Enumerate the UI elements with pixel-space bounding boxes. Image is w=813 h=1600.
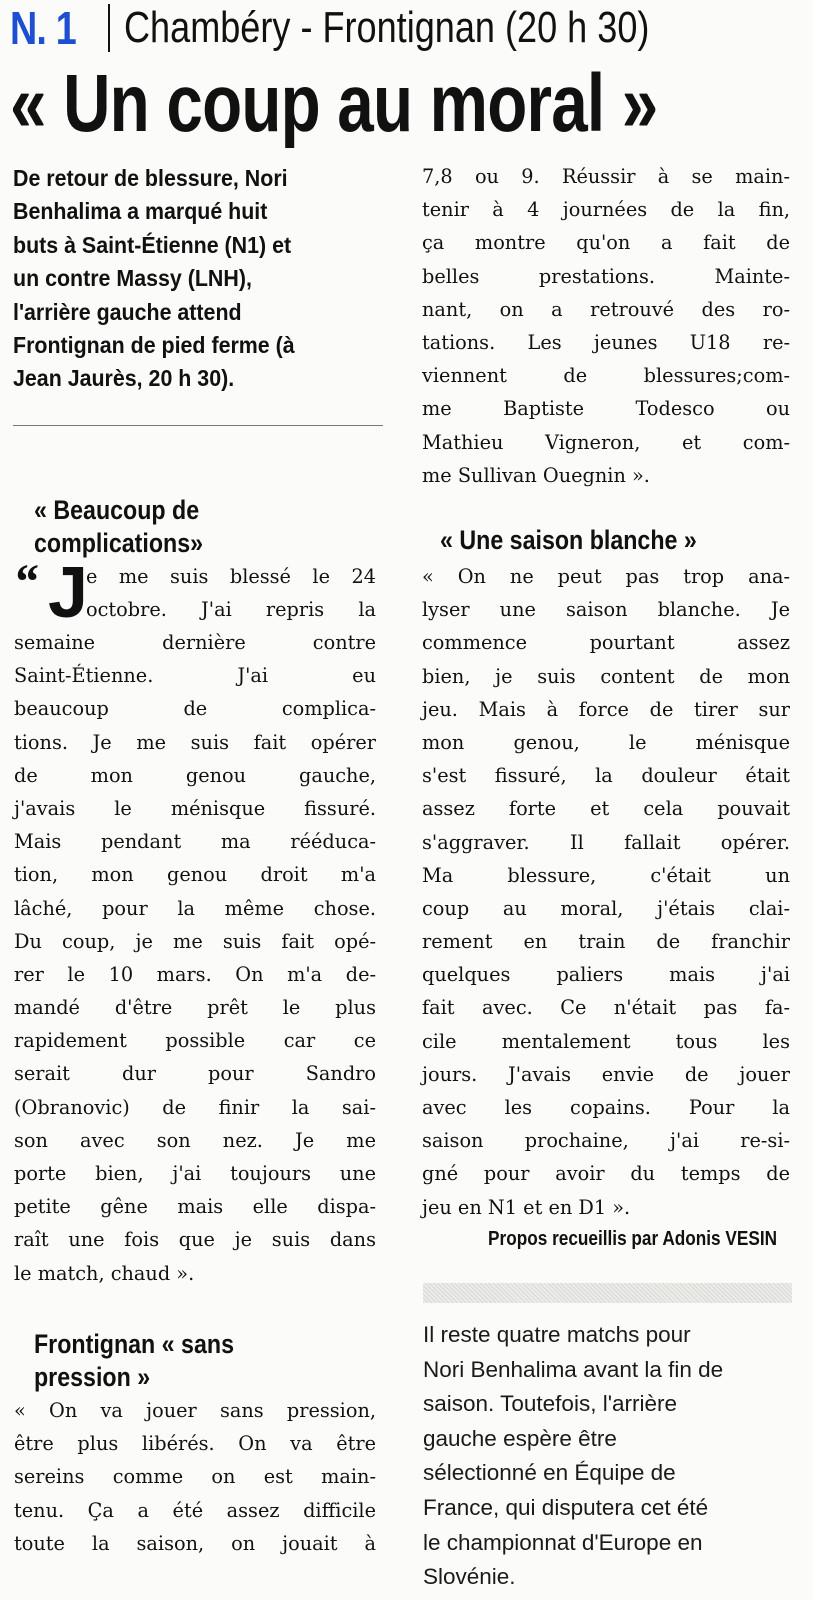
subheading-line: pression » <box>34 1362 151 1392</box>
section1-body <box>14 626 376 1290</box>
lede-line: Benhalima a marqué huit <box>13 198 268 225</box>
lede-line: l'arrière gauche attend <box>13 298 242 325</box>
text-line: semaine dernière contre <box>14 631 376 654</box>
info-box <box>423 1318 793 1595</box>
text-line: Saint-Étienne. J'ai eu <box>14 664 376 688</box>
kicker <box>10 2 765 54</box>
box-line: France, qui disputera cet été <box>423 1494 709 1520</box>
text-line: ça montre qu'on a fait de <box>422 231 790 255</box>
text-line: coup au moral, j'étais clai- <box>422 896 790 920</box>
right-column-continuation <box>422 160 790 492</box>
text-line: lyser une saison blanche. Je <box>422 598 790 622</box>
text-line: bien, je suis content de mon <box>422 664 790 688</box>
text-line: s'aggraver. Il fallait opérer. <box>422 830 790 854</box>
text-line: Mais pendant ma rééduca- <box>14 830 376 854</box>
box-line: Slovénie. <box>423 1564 516 1590</box>
lede <box>13 162 373 396</box>
lede-line: De retour de blessure, Nori <box>13 165 288 191</box>
lede-line: Jean Jaurès, 20 h 30). <box>13 365 235 392</box>
text-line: « On va jouer sans pression, <box>14 1399 376 1422</box>
text-line: tations. Les jeunes U18 re- <box>422 330 790 354</box>
section2-body <box>14 1394 376 1560</box>
section-label: N. 1 <box>10 2 76 54</box>
text-line: saison prochaine, j'ai re-si- <box>422 1129 790 1153</box>
text-line: mandé d'être prêt le plus <box>14 996 376 1020</box>
text-line: fait avec. Ce n'était pas fa- <box>422 996 790 1020</box>
text-line: Ma blessure, c'était un <box>422 863 790 887</box>
drop-cap: J <box>48 553 89 633</box>
text-line: jeu. Mais à force de tirer sur <box>422 697 790 721</box>
text-line: porte bien, j'ai toujours une <box>14 1162 376 1185</box>
text-line: Mathieu Vigneron, et com- <box>422 430 790 454</box>
text-line: toute la saison, on jouait à <box>14 1531 376 1555</box>
lede-line: Frontignan de pied ferme (à <box>13 332 295 359</box>
open-quote-mark: “ <box>13 553 38 609</box>
box-shade-bar <box>423 1283 792 1303</box>
text-line: de mon genou gauche, <box>14 763 376 787</box>
box-line: Nori Benhalima avant la fin de <box>423 1356 724 1382</box>
subheading-line: Frontignan « sans <box>34 1329 234 1359</box>
section1-intro <box>86 560 376 626</box>
subheading-line: « Beaucoup de <box>34 495 200 525</box>
text-line: (Obranovic) de finir la sai- <box>14 1095 376 1119</box>
text-line: me Sullivan Ouegnin ». <box>422 463 650 487</box>
text-line: raît une fois que je suis dans <box>14 1228 376 1252</box>
text-line: belles prestations. Mainte- <box>422 264 790 288</box>
text-line: assez forte et cela pouvait <box>422 797 790 821</box>
text-line: le match, chaud ». <box>14 1261 195 1285</box>
box-line: saison. Toutefois, l'arrière <box>423 1391 678 1417</box>
text-line: petite gêne mais elle dispa- <box>14 1195 376 1219</box>
text-line: beaucoup de complica- <box>14 697 376 721</box>
text-line: s'est fissuré, la douleur était <box>422 764 790 788</box>
headline: « Un coup au moral » <box>10 58 658 149</box>
text-line: gné pour avoir du temps de <box>422 1162 790 1186</box>
text-line: rement en train de franchir <box>422 930 790 954</box>
kicker-divider <box>108 4 110 52</box>
text-line: me Baptiste Todesco ou <box>422 397 790 421</box>
box-line: sélectionné en Équipe de <box>423 1460 676 1486</box>
text-line: avec les copains. Pour la <box>422 1096 790 1119</box>
text-line: jeu en N1 et en D1 ». <box>422 1195 631 1219</box>
text-line: octobre. J'ai repris la <box>86 598 376 622</box>
text-line: rer le 10 mars. On m'a de- <box>14 962 376 986</box>
section3-body <box>422 560 790 1224</box>
text-line: son avec son nez. Je me <box>14 1128 376 1152</box>
text-line: tion, mon genou droit m'a <box>14 863 376 887</box>
text-line: nant, on a retrouvé des ro- <box>422 297 790 321</box>
box-line: gauche espère être <box>423 1425 617 1451</box>
lede-line: buts à Saint-Étienne (N1) et <box>13 231 292 258</box>
text-line: sereins comme on est main- <box>14 1465 376 1489</box>
subheading-saison-blanche: « Une saison blanche » <box>440 525 697 555</box>
text-line: jours. J'avais envie de jouer <box>422 1062 790 1086</box>
text-line: tions. Je me suis fait opérer <box>14 730 376 754</box>
text-line: e me suis blessé le 24 <box>86 565 376 588</box>
subheading-beaucoup <box>34 494 203 560</box>
match-title: Chambéry - Frontignan (20 h 30) <box>124 3 650 52</box>
text-line: lâché, pour la même chose. <box>14 896 376 920</box>
byline: Propos recueillis par Adonis VESIN <box>488 1228 777 1250</box>
text-line: serait dur pour Sandro <box>14 1062 376 1086</box>
lede-line: un contre Massy (LNH), <box>13 265 252 292</box>
text-line: Du coup, je me suis fait opé- <box>14 929 376 953</box>
text-line: j'avais le ménisque fissuré. <box>14 796 376 820</box>
text-line: viennent de blessures;com- <box>422 364 790 388</box>
text-line: être plus libérés. On va être <box>14 1432 376 1456</box>
subheading-frontignan <box>34 1328 234 1394</box>
text-line: tenir à 4 journées de la fin, <box>422 198 790 222</box>
box-line: Il reste quatre matchs pour <box>423 1322 691 1347</box>
text-line: rapidement possible car ce <box>14 1029 376 1053</box>
text-line: « On ne peut pas trop ana- <box>422 565 790 588</box>
text-line: tenu. Ça a été assez difficile <box>14 1498 376 1522</box>
text-line: quelques paliers mais j'ai <box>422 963 790 987</box>
divider-rule <box>13 425 383 426</box>
text-line: cile mentalement tous les <box>422 1029 790 1053</box>
subheading-line: complications» <box>34 528 204 558</box>
text-line: commence pourtant assez <box>422 631 790 655</box>
text-line: mon genou, le ménisque <box>422 730 790 754</box>
text-line: 7,8 ou 9. Réussir à se main- <box>422 165 790 188</box>
box-line: le championnat d'Europe en <box>423 1529 703 1555</box>
